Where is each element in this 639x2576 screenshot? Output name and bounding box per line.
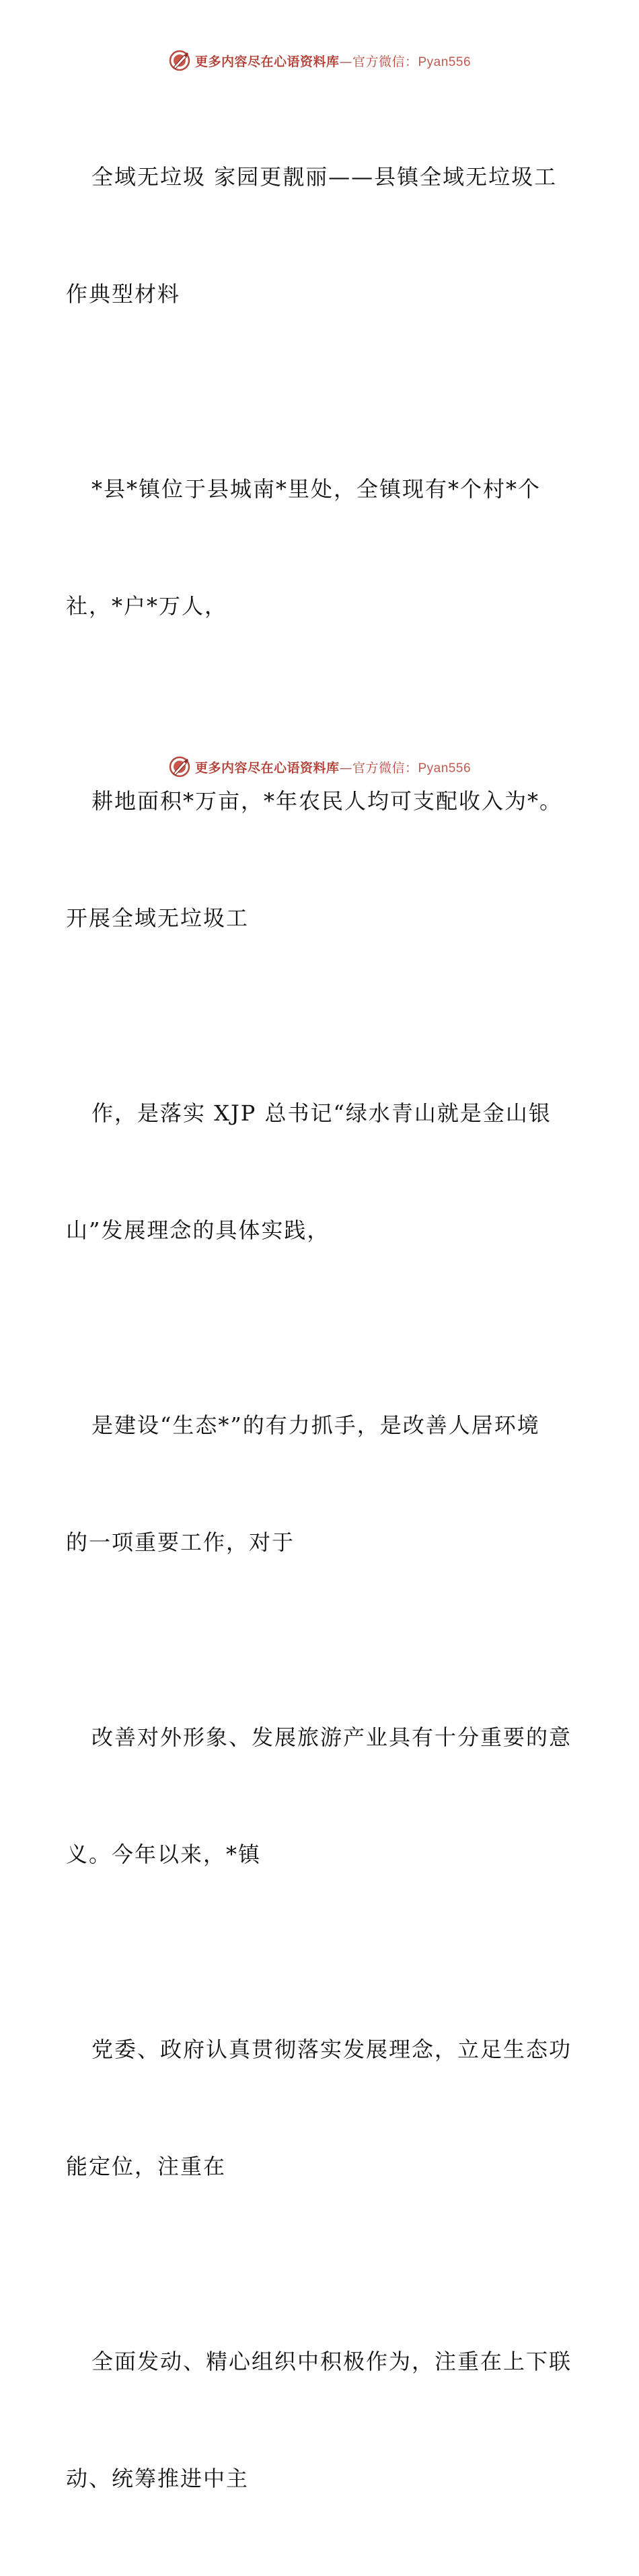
paragraph-line: 耕地面积*万亩，*年农民人均可支配收入为*。 xyxy=(91,788,563,814)
paragraph-line: 社，*户*万人， xyxy=(66,593,228,619)
paragraph-line: 能定位，注重在 xyxy=(66,2154,227,2179)
paragraph xyxy=(66,2264,591,2576)
paragraph-line: 作典型材料 xyxy=(66,281,181,307)
paragraph-line: 全面发动、精心组织中积极作为，注重在上下联 xyxy=(91,2349,572,2374)
watermark-separator: — xyxy=(339,54,352,69)
paragraph-line: 全域无垃圾 家园更靓丽——县镇全域无垃圾工 xyxy=(91,164,558,190)
paragraph-line: 改善对外形象、发展旅游产业具有十分重要的意 xyxy=(91,1725,572,1750)
paragraph-line: 义。今年以来，*镇 xyxy=(66,1842,262,1867)
watermark-separator: — xyxy=(339,760,352,775)
paragraph-line: 党委、政府认真贯彻落实发展理念，立足生态功 xyxy=(91,2037,572,2062)
paragraph xyxy=(66,1952,591,2264)
watermark-wechat-label: 官方微信： xyxy=(352,54,418,69)
pen-seal-icon xyxy=(168,755,191,778)
paragraph xyxy=(66,1640,591,1952)
paragraph-line: 开展全域无垃圾工 xyxy=(66,905,250,931)
paragraph xyxy=(66,1016,591,1328)
watermark-main: 更多内容尽在心语资料库 xyxy=(194,54,340,69)
paragraph-line: 作，是落实 XJP 总书记“绿水青山就是金山银 xyxy=(91,1100,552,1126)
header-watermark xyxy=(0,47,639,74)
paragraph-line: 是建设“生态*”的有力抓手，是改善人居环境 xyxy=(91,1412,540,1438)
watermark-main: 更多内容尽在心语资料库 xyxy=(194,760,340,775)
watermark-wechat-label: 官方微信： xyxy=(352,760,418,775)
paragraph xyxy=(66,1328,591,1640)
footer-watermark xyxy=(0,753,639,780)
watermark-wechat-id: Pyan556 xyxy=(418,761,472,775)
paragraph-line: 山”发展理念的具体实践， xyxy=(66,1217,330,1243)
paragraph xyxy=(66,391,591,704)
paragraph xyxy=(66,704,591,1016)
document-body xyxy=(66,79,591,2576)
watermark-wechat-id: Pyan556 xyxy=(418,54,472,69)
watermark-text xyxy=(195,758,471,776)
paragraph-line: 动、统筹推进中主 xyxy=(66,2466,250,2491)
watermark-text xyxy=(195,52,471,70)
paragraph xyxy=(66,79,591,391)
paragraph-line: *县*镇位于县城南*里处，全镇现有*个村*个 xyxy=(91,476,541,502)
paragraph-line: 的一项重要工作，对于 xyxy=(66,1529,295,1555)
pen-seal-icon xyxy=(168,49,191,72)
